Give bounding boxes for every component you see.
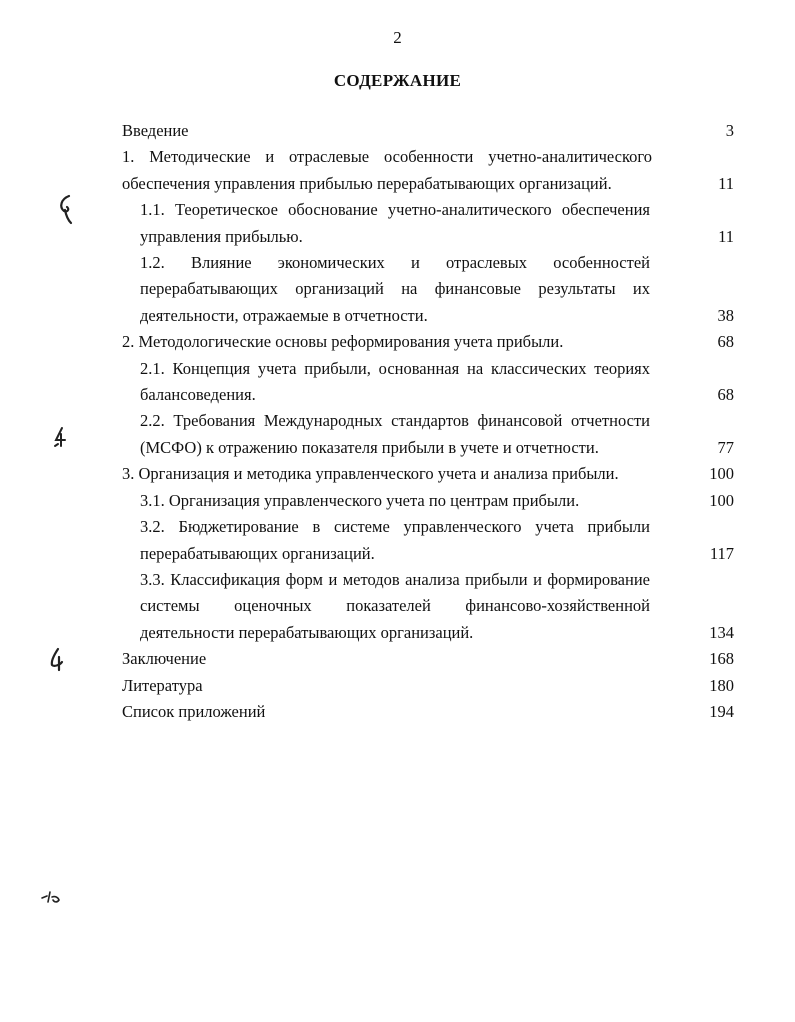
toc-entry-page: 68 <box>717 385 734 405</box>
toc-entry-chapter-1 <box>122 144 734 197</box>
toc-entry-literature <box>122 673 734 699</box>
toc-entry-text: 3. Организация и методика управленческого учета и анализа прибыли. <box>122 464 619 484</box>
toc-entry-text: 1.1. Теоретическое обоснование учетно-аналитического обеспечения управления прибылью. <box>140 200 650 246</box>
toc-entry-appendices <box>122 699 734 725</box>
toc-entry-chapter-2 <box>122 329 734 355</box>
toc-entry-text: 1.2. Влияние экономических и отраслевых особенностей перерабатывающих организаций на финансовые результаты их деятельности, отражаемые в отчетности. <box>140 253 650 325</box>
toc-entry-page: 194 <box>709 701 734 721</box>
toc-entry-section-2-2 <box>122 408 734 461</box>
toc-entry-text: Заключение <box>122 649 207 669</box>
page-title: СОДЕРЖАНИЕ <box>333 71 462 90</box>
toc-entry-text: 2. Методологические основы реформирования учета прибыли. <box>122 332 564 352</box>
toc-entry-section-3-3 <box>122 567 734 646</box>
toc-entry-page: 11 <box>718 226 734 246</box>
toc-entry-page: 77 <box>717 437 734 457</box>
table-of-contents <box>122 118 734 725</box>
toc-entry-text: 2.1. Концепция учета прибыли, основанная на классических теориях балансоведения. <box>140 358 650 405</box>
handwritten-mark-icon <box>47 647 67 673</box>
toc-entry-text: 3.2. Бюджетирование в системе управленческого учета прибыли перерабатывающих организаций. <box>140 517 650 563</box>
toc-entry-introduction <box>122 118 734 144</box>
toc-entry-page: 38 <box>717 305 734 325</box>
toc-entry-section-2-1 <box>122 356 734 409</box>
toc-entry-page: 11 <box>718 173 734 193</box>
page-number: 2 <box>393 28 402 47</box>
toc-entry-text: Введение <box>122 121 189 140</box>
toc-entry-page: 100 <box>709 464 734 484</box>
toc-entry-page: 68 <box>717 332 734 352</box>
toc-entry-section-1-1 <box>122 197 734 250</box>
toc-entry-section-3-2 <box>122 514 734 567</box>
toc-entry-section-3-1 <box>122 488 734 514</box>
toc-entry-text: 3.1. Организация управленческого учета по центрам прибыли. <box>140 490 580 510</box>
handwritten-mark-icon <box>40 888 62 906</box>
toc-entry-text: Список приложений <box>122 701 266 721</box>
handwritten-mark-icon <box>50 426 70 450</box>
toc-entry-text: 3.3. Классификация форм и методов анализа прибыли и формирование системы оценочных показателей финансово-хозяйственной деятельности перерабатывающих организаций. <box>140 569 650 642</box>
toc-entry-text: Литература <box>122 675 203 695</box>
toc-entry-page: 134 <box>709 622 734 642</box>
toc-entry-page: 180 <box>709 675 734 695</box>
toc-entry-conclusion <box>122 646 734 672</box>
toc-entry-page: 3 <box>725 121 734 140</box>
toc-entry-text: 1. Методические и отраслевые особенности учетно-аналитического обеспечения управления прибылью перерабатывающих организаций. <box>122 147 652 193</box>
handwritten-mark-icon <box>55 193 77 225</box>
toc-entry-section-1-2 <box>122 250 734 329</box>
toc-entry-text: 2.2. Требования Международных стандартов финансовой отчетности (МСФО) к отражению показателя прибыли в учете и отчетности. <box>140 411 650 457</box>
toc-entry-page: 100 <box>709 490 734 510</box>
toc-entry-page: 168 <box>709 649 734 669</box>
toc-entry-chapter-3 <box>122 461 734 487</box>
toc-entry-page: 117 <box>709 543 734 563</box>
